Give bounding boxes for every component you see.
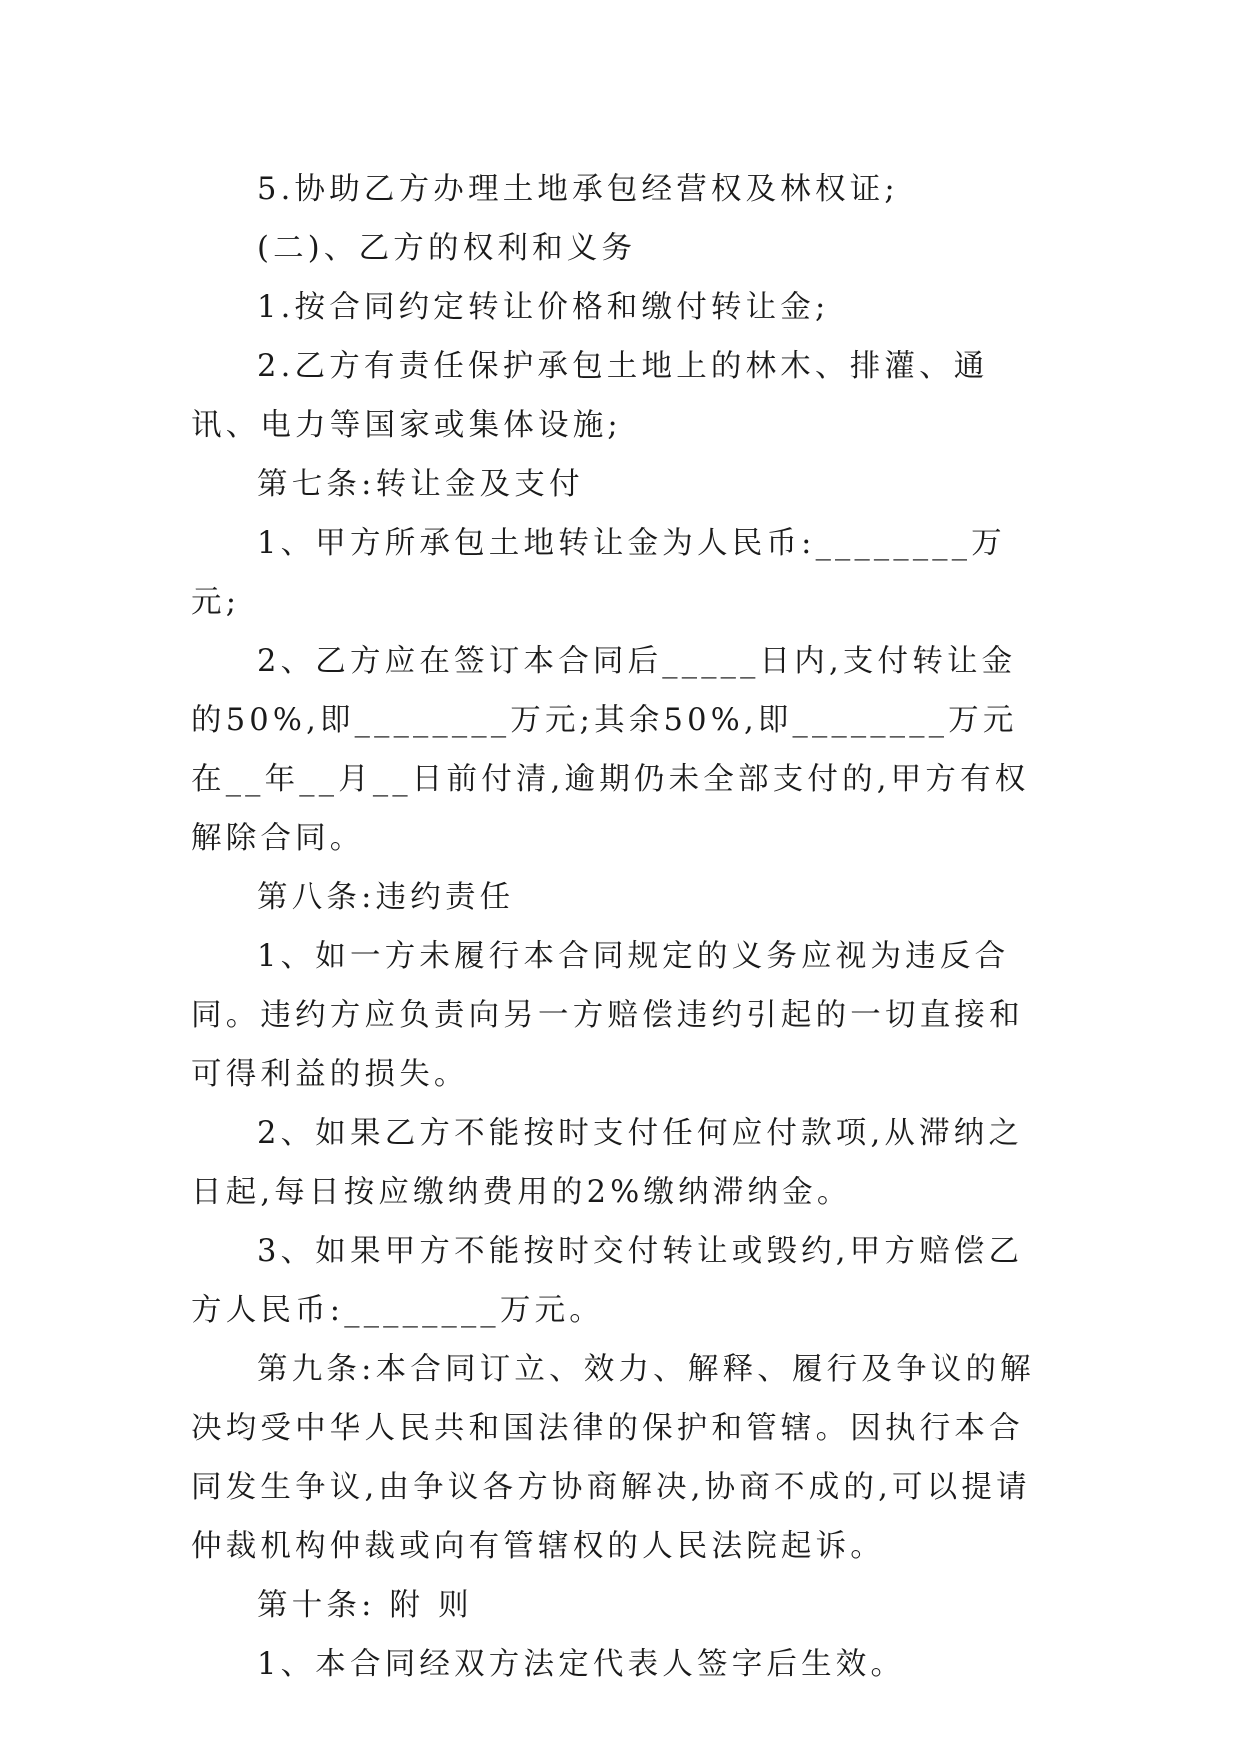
paragraph-breach-liability: 1、如一方未履行本合同规定的义务应视为违反合同。违约方应负责向另一方赔偿违约引起的一切直接和可得利益的损失。 (191, 939, 1024, 1092)
paragraph-late-fee: 2、如果乙方不能按时支付任何应付款项,从滞纳之日起,每日按应缴纳费用的2%缴纳滞纳金。 (191, 1116, 1024, 1210)
article-9-dispute-resolution: 第九条:本合同订立、效力、解释、履行及争议的解决均受中华人民共和国法律的保护和管辖。因执行本合同发生争议,由争议各方协商解决,协商不成的,可以提请仲裁机构仲裁或向有管辖权的人民法院起诉。 (191, 1352, 1035, 1564)
paragraph-payment-schedule: 2、乙方应在签订本合同后_____日内,支付转让金的50%,即________万元;其余50%,即________万元在__年__月__日前付清,逾期仍未全部支付的,甲方有权解除合同。 (191, 644, 1030, 856)
paragraph-transfer-amount: 1、甲方所承包土地转让金为人民币:________万元; (191, 526, 1006, 620)
section-heading-party-b-rights: (二)、乙方的权利和义务 (257, 231, 637, 266)
article-10-heading: 第十条: 附 则 (257, 1588, 473, 1623)
article-7-heading: 第七条:转让金及支付 (257, 467, 584, 502)
paragraph-pay-transfer-fee: 1.按合同约定转让价格和缴付转让金; (257, 290, 830, 325)
paragraph-effective-clause: 1、本合同经双方法定代表人签字后生效。 (257, 1647, 906, 1682)
document-body (191, 160, 1047, 1694)
article-8-heading: 第八条:违约责任 (257, 880, 515, 915)
paragraph-party-a-compensation: 3、如果甲方不能按时交付转让或毁约,甲方赔偿乙方人民币:________万元。 (191, 1234, 1024, 1328)
paragraph-protect-facilities: 2.乙方有责任保护承包土地上的林木、排灌、通讯、电力等国家或集体设施; (191, 349, 989, 443)
paragraph-assist-land-certificate: 5.协助乙方办理土地承包经营权及林权证; (257, 172, 899, 207)
